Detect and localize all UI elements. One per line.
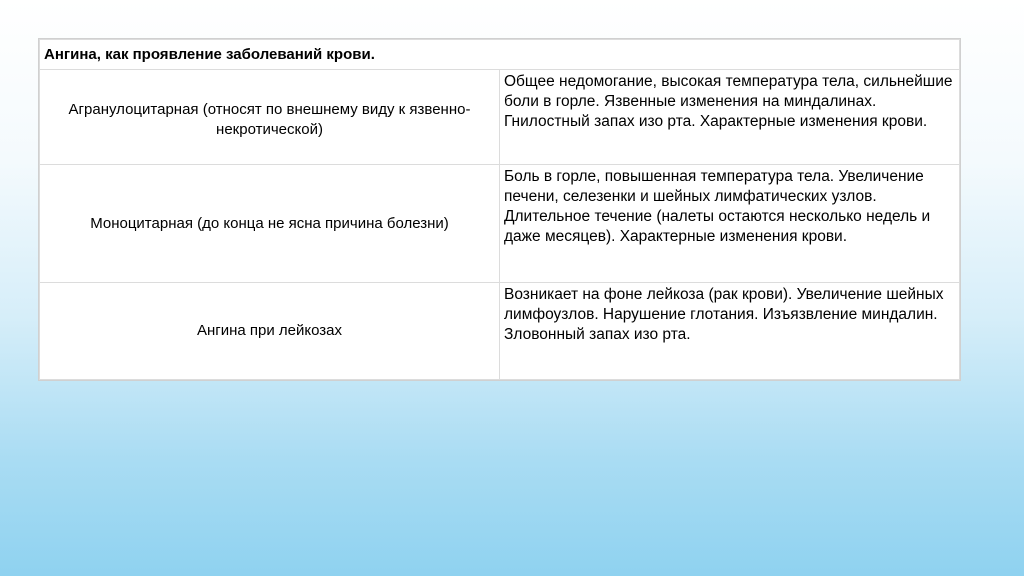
angina-description-text: Возникает на фоне лейкоза (рак крови). Увеличение шейных лимфоузлов. Нарушение глотания. Изъязвление миндалин. Зловонный запах изо рта. (504, 286, 944, 343)
angina-type-text: Ангина при лейкозах (196, 322, 343, 339)
angina-type-text: Моноцитарная (до конца не ясна причина болезни) (90, 214, 449, 232)
angina-description-cell (500, 283, 960, 380)
angina-table (38, 38, 961, 381)
angina-type-cell (40, 165, 500, 283)
table-row (40, 70, 960, 165)
angina-type-text: Агранулоцитарная (относят по внешнему виду к язвенно-некротической) (68, 101, 471, 138)
table-grid (39, 39, 960, 380)
angina-description-cell (500, 165, 960, 283)
angina-description-text: Общее недомогание, высокая температура тела, сильнейшие боли в горле. Язвенные изменения на миндалинах. Гнилостный запах изо рта. Характерные изменения крови. (504, 73, 953, 130)
angina-type-cell (40, 283, 500, 380)
angina-description-cell (500, 70, 960, 165)
table-row (40, 283, 960, 380)
table-row (40, 165, 960, 283)
table-title: Ангина, как проявление заболеваний крови. (40, 40, 960, 70)
angina-type-cell (40, 70, 500, 165)
table-header-row (40, 40, 960, 70)
angina-description-text: Боль в горле, повышенная температура тела. Увеличение печени, селезенки и шейных лимфатических узлов. Длительное течение (налеты остаются несколько недель и даже месяцев). Характерные изменения крови. (504, 168, 931, 245)
